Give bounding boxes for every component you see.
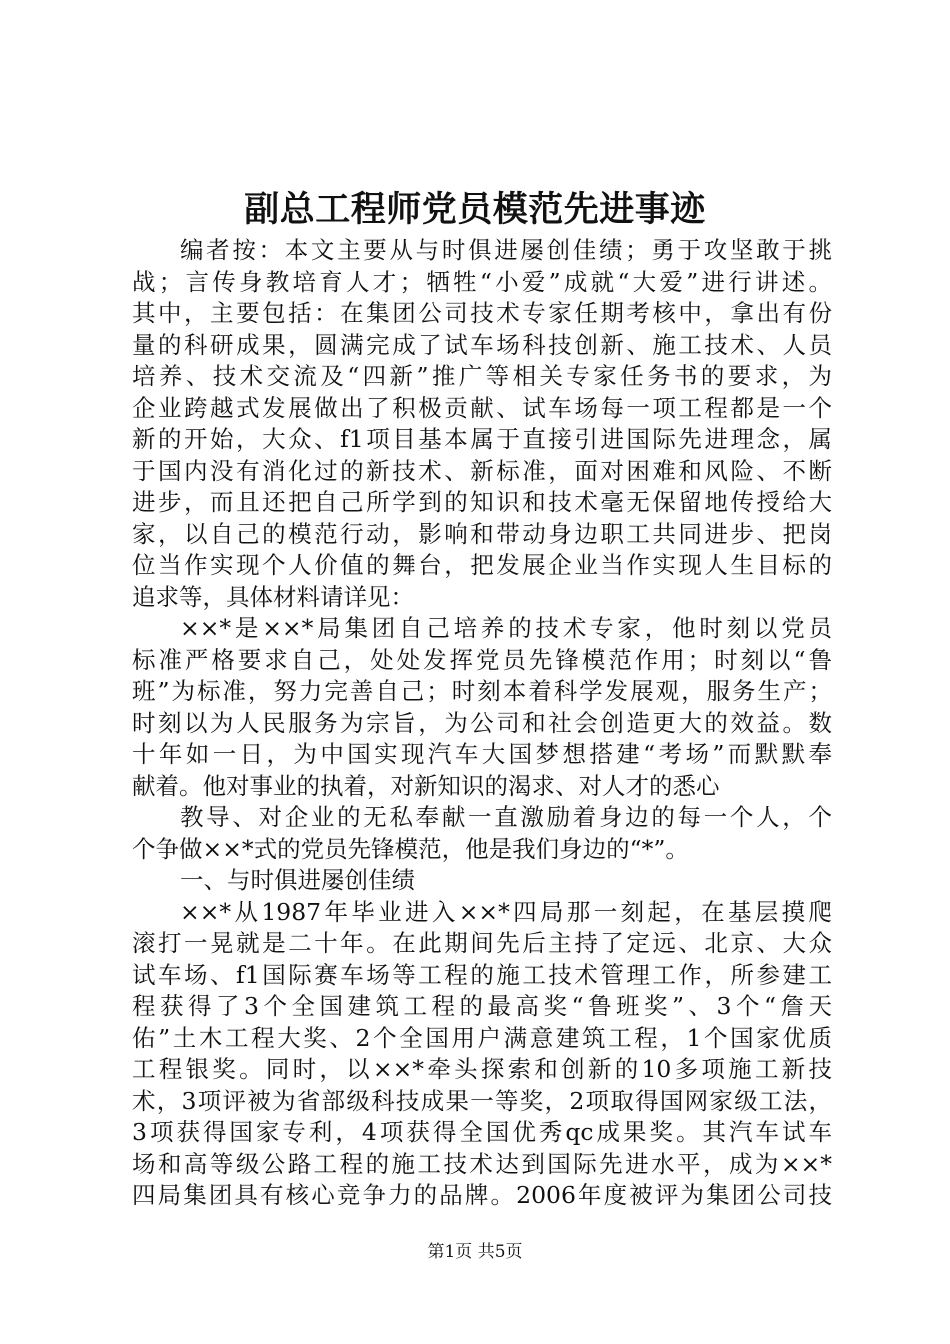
text-line: 进步，而且还把自己所学到的知识和技术毫无保留地传授给大	[132, 488, 832, 516]
document-title: 副总工程师党员模范先进事迹	[244, 190, 706, 230]
text-line: ××*是××*局集团自己培养的技术专家，他时刻以党员	[180, 614, 832, 642]
text-line: 四局集团具有核心竞争力的品牌。2006年度被评为集团公司技	[132, 1181, 832, 1209]
text-line: 试车场、f1国际赛车场等工程的施工技术管理工作，所参建工	[132, 960, 832, 989]
text-line: 新的开始，大众、f1项目基本属于直接引进国际先进理念，属	[132, 425, 832, 453]
text-line: 佑”土木工程大奖、2个全国用户满意建筑工程，1个国家优质	[132, 1023, 832, 1052]
text-line: 于国内没有消化过的新技术、新标准，面对困难和风险、不断	[132, 456, 832, 485]
text-line: 战；言传身教培育人才；牺牲“小爱”成就“大爱”进行讲述。	[132, 267, 832, 296]
text-line: 培养、技术交流及“四新”推广等相关专家任务书的要求，为	[132, 362, 832, 390]
text-line: 工程银奖。同时，以××*牵头探索和创新的10多项施工新技	[132, 1055, 832, 1083]
section-heading: 一、与时俱进屡创佳绩	[180, 866, 415, 894]
text-line: 3项获得国家专利，4项获得全国优秀qc成果奖。其汽车试车	[132, 1118, 832, 1146]
text-line: 企业跨越式发展做出了积极贡献、试车场每一项工程都是一个	[132, 393, 832, 422]
text-line: 十年如一日，为中国实现汽车大国梦想搭建“考场”而默默奉	[132, 740, 832, 768]
text-line: 场和高等级公路工程的施工技术达到国际先进水平，成为××*	[132, 1149, 832, 1178]
page-number: 第1页 共5页	[427, 1242, 523, 1262]
text-line: 时刻以为人民服务为宗旨，为公司和社会创造更大的效益。数	[132, 708, 832, 737]
text-line: 献着。他对事业的执着，对新知识的渴求、对人才的悉心	[132, 771, 720, 800]
text-line: 标准严格要求自己，处处发挥党员先锋模范作用；时刻以“鲁	[132, 645, 832, 674]
text-line: 教导、对企业的无私奉献一直激励着身边的每一个人，个	[180, 803, 832, 831]
text-line: 位当作实现个人价值的舞台，把发展企业当作实现人生目标的	[132, 551, 832, 579]
text-line: 班”为标准，努力完善自己；时刻本着科学发展观，服务生产；	[132, 677, 832, 705]
text-line: 编者按：本文主要从与时俱进屡创佳绩；勇于攻坚敢于挑	[180, 236, 832, 264]
text-line: 量的科研成果，圆满完成了试车场科技创新、施工技术、人员	[132, 330, 832, 359]
text-line: 其中，主要包括：在集团公司技术专家任期考核中，拿出有份	[132, 299, 832, 327]
text-line: ××*从1987年毕业进入××*四局那一刻起，在基层摸爬	[180, 897, 832, 926]
text-line: 个争做××*式的党员先锋模范，他是我们身边的“*”。	[132, 834, 689, 863]
document-body	[132, 235, 832, 1212]
text-line: 追求等，具体材料请详见：	[132, 582, 414, 611]
text-line: 滚打一晃就是二十年。在此期间先后主持了定远、北京、大众	[132, 929, 832, 957]
text-line: 术，3项评被为省部级科技成果一等奖，2项取得国网家级工法，	[132, 1086, 832, 1115]
text-line: 家，以自己的模范行动，影响和带动身边职工共同进步、把岗	[132, 519, 832, 548]
text-line: 程获得了3个全国建筑工程的最高奖“鲁班奖”、3个“詹天	[132, 992, 832, 1020]
